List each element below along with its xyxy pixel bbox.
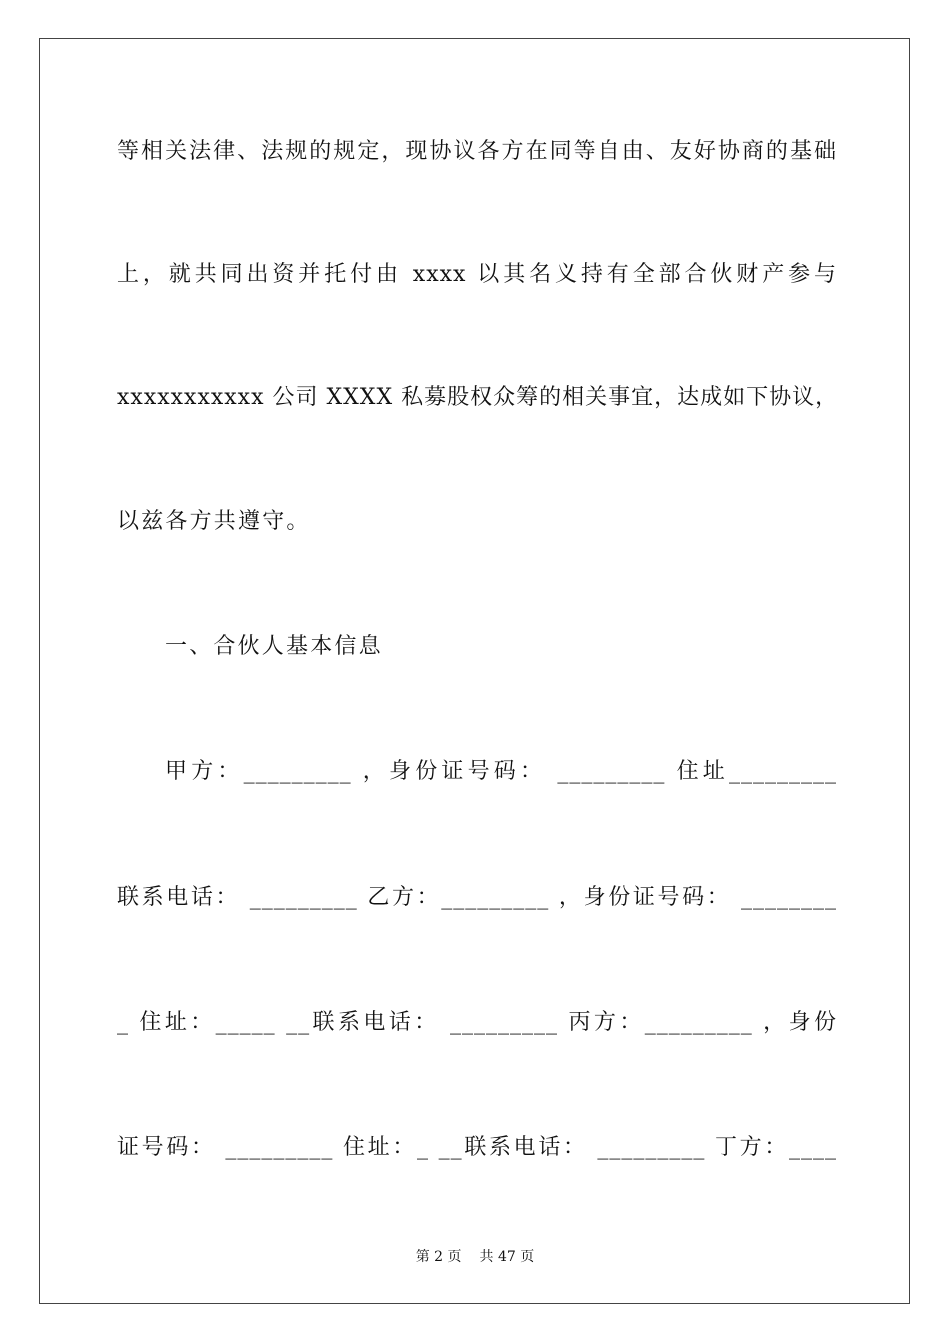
body-line-2: 上，就共同出资并托付由 xxxx 以其名义持有全部合伙财产参与 <box>117 262 837 287</box>
body-line-4: 以兹各方共遵守。 <box>117 509 311 534</box>
page-frame <box>39 38 910 1304</box>
section-heading: 一、合伙人基本信息 <box>165 634 383 659</box>
party-line-1: 甲方：_________ ，身份证号码： _________ 住址_________ <box>165 759 837 784</box>
body-line-3: xxxxxxxxxxx 公司 XXXX 私募股权众筹的相关事宜，达成如下协议， <box>117 385 839 410</box>
body-line-1: 等相关法律、法规的规定，现协议各方在同等自由、友好协商的基础 <box>117 139 837 164</box>
party-line-4: 证号码： _________ 住址：_ __联系电话： _________ 丁方：____ <box>117 1135 837 1160</box>
party-line-3: _ 住址：_____ __联系电话： _________ 丙方：_________ ，身份 <box>117 1010 837 1035</box>
page-footer <box>0 1247 950 1267</box>
page-number: 第 2 页 <box>415 1249 462 1265</box>
page-total: 共 47 页 <box>479 1249 535 1265</box>
party-line-2: 联系电话： _________ 乙方：_________ ，身份证号码： ________ <box>117 885 837 910</box>
